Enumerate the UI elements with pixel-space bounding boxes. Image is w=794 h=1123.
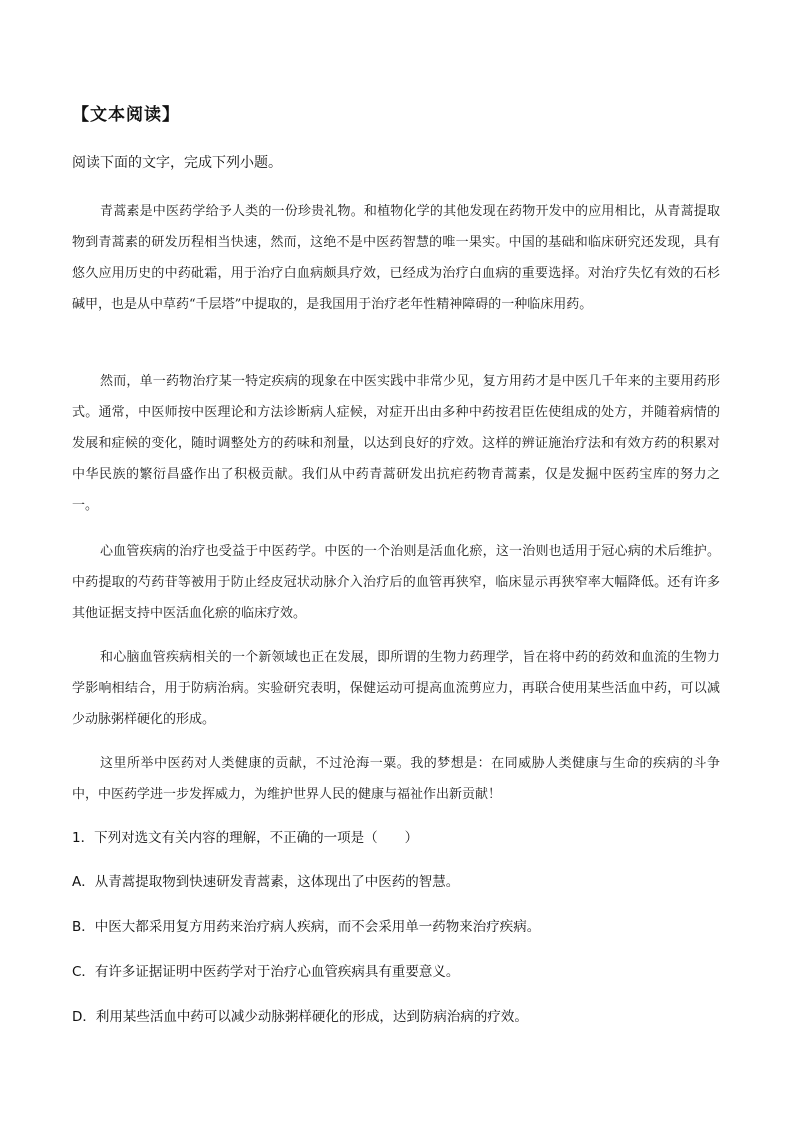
reading-instruction: 阅读下面的文字，完成下列小题。: [72, 155, 282, 171]
option-b: B．中医大都采用复方用药来治疗病人疾病，而不会采用单一药物来治疗疾病。: [72, 919, 541, 935]
question-stem: 1．下列对选文有关内容的理解，不正确的一项是（ ）: [72, 830, 419, 846]
option-d: D．利用某些活血中药可以减少动脉粥样硬化的形成，达到防病治病的疗效。: [72, 1009, 528, 1025]
passage-paragraph-1: 青蒿素是中医药学给予人类的一份珍贵礼物。和植物化学的其他发现在药物开发中的应用相比，从青蒿提取物到青蒿素的研发历程相当快速，然而，这绝不是中医药智慧的唯一果实。中国的基础和临床研究还发现，具有悠久应用历史的中药砒霜，用于治疗白血病颇具疗效，已经成为治疗白血病的重要选择。对治疗失忆有效的石杉碱甲，也是从中草药“千层塔”中提取的，是我国用于治疗老年性精神障碍的一种临床用药。: [72, 204, 720, 312]
passage-paragraph-3: 心血管疾病的治疗也受益于中医药学。中医的一个治则是活血化瘀，这一治则也适用于冠心病的术后维护。中药提取的芍药苷等被用于防止经皮冠状动脉介入治疗后的血管再狭窄，临床显示再狭窄率大幅降低。还有许多其他证据支持中医活血化瘀的临床疗效。: [72, 544, 720, 621]
section-title: 【文本阅读】: [72, 105, 180, 125]
passage-paragraph-2: 然而，单一药物治疗某一特定疾病的现象在中医实践中非常少见，复方用药才是中医几千年来的主要用药形式。通常，中医师按中医理论和方法诊断病人症候，对症开出由多种中药按君臣佐使组成的处方，并随着病情的发展和症候的变化，随时调整处方的药味和剂量，以达到良好的疗效。这样的辨证施治疗法和有效方药的积累对中华民族的繁衍昌盛作出了积极贡献。我们从中药青蒿研发出抗疟药物青蒿素，仅是发掘中医药宝库的努力之一。: [72, 374, 720, 513]
passage-paragraph-4: 和心脑血管疾病相关的一个新领域也正在发展，即所谓的生物力药理学，旨在将中药的药效和血流的生物力学影响相结合，用于防病治病。实验研究表明，保健运动可提高血流剪应力，再联合使用某些活血中药，可以减少动脉粥样硬化的形成。: [72, 650, 720, 727]
option-c: C．有许多证据证明中医药学对于治疗心血管疾病具有重要意义。: [72, 964, 460, 980]
passage-paragraph-5: 这里所举中医药对人类健康的贡献，不过沧海一粟。我的梦想是：在同威胁人类健康与生命的疾病的斗争中，中医药学进一步发挥威力，为维护世界人民的健康与福祉作出新贡献！: [72, 756, 720, 802]
option-a: A．从青蒿提取物到快速研发青蒿素，这体现出了中医药的智慧。: [72, 874, 460, 890]
